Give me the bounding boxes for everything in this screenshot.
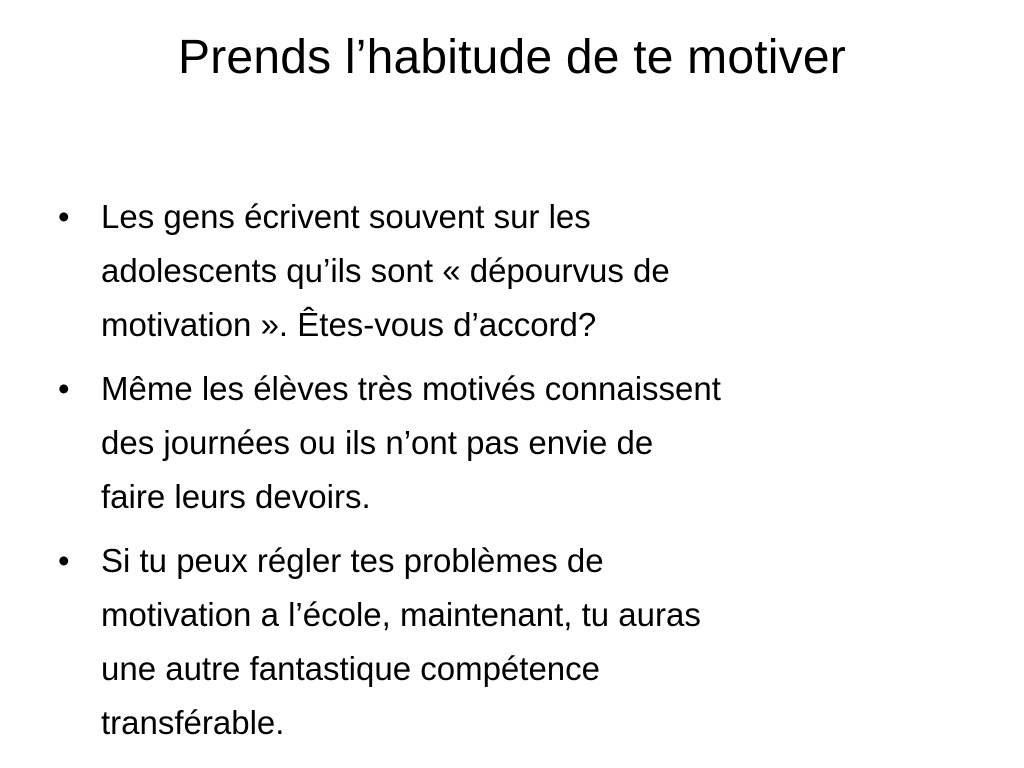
bullet-text: Les gens écrivent souvent sur les adolescents qu’ils sont « dépourvus de motivation ». Êtes-vous d’accord? <box>101 198 670 343</box>
slide-title: Prends l’habitude de te motiver <box>178 31 846 84</box>
bullet-list <box>56 190 916 760</box>
bullet-item <box>56 362 916 524</box>
bullet-item <box>56 190 916 352</box>
bullet-text: Si tu peux régler tes problèmes de motivation a l’école, maintenant, tu auras une autre fantastique compétence transférable. <box>101 542 701 741</box>
bullet-point-icon: • <box>58 370 70 407</box>
bullet-point-icon: • <box>58 198 70 235</box>
bullet-text: Même les élèves très motivés connaissent des journées ou ils n’ont pas envie de faire leurs devoirs. <box>101 370 721 515</box>
bullet-point-icon: • <box>58 542 70 579</box>
bullet-item <box>56 534 916 750</box>
